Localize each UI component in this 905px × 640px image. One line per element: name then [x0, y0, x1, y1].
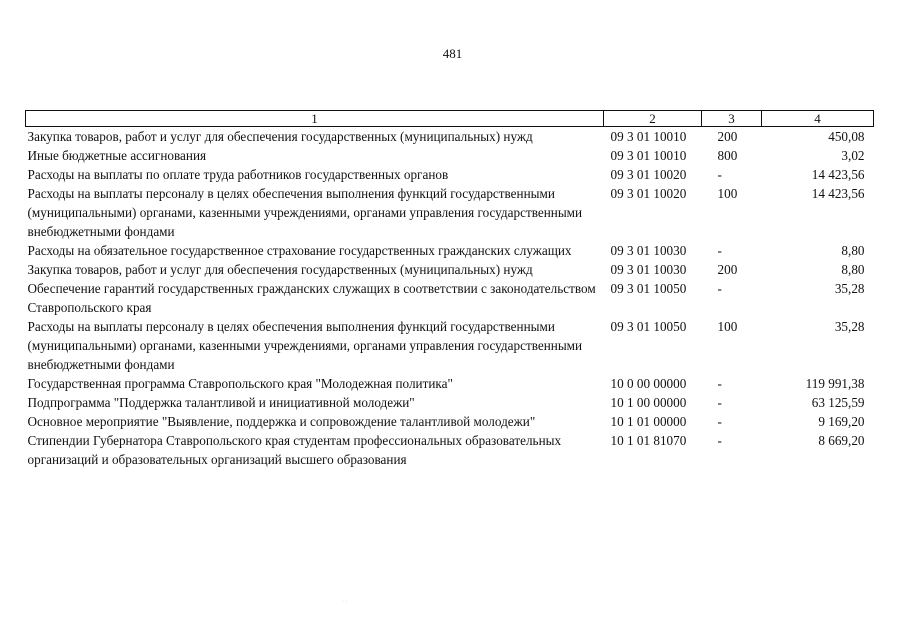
- table-header: [26, 111, 874, 127]
- row-code: 09 3 01 10050: [610, 281, 687, 296]
- row-name: Расходы на выплаты персоналу в целях обеспечения выполнения функций государственными (муниципальными) органами, казенными учреждениями, органами управления государственными внебюджетными фондами: [27, 186, 583, 239]
- row-amount: 35,28: [834, 281, 865, 296]
- budget-table: [25, 110, 874, 469]
- row-type: -: [717, 281, 722, 296]
- row-amount: 3,02: [841, 148, 865, 163]
- row-type: 200: [717, 129, 738, 144]
- page-number: 481: [442, 46, 463, 61]
- table-row: [26, 279, 874, 317]
- row-name: Расходы на выплаты по оплате труда работников государственных органов: [27, 167, 449, 182]
- row-type: -: [717, 433, 722, 448]
- table-row: [26, 146, 874, 165]
- table-row: [26, 241, 874, 260]
- row-code: 09 3 01 10020: [610, 186, 687, 201]
- row-name: Обеспечение гарантий государственных гражданских служащих в соответствии с законодательством Ставропольского края: [27, 281, 596, 315]
- header-row: [26, 111, 874, 127]
- row-type: 100: [717, 319, 738, 334]
- row-amount: 14 423,56: [811, 167, 865, 182]
- row-code: 09 3 01 10050: [610, 319, 687, 334]
- row-amount: 119 991,38: [805, 376, 865, 391]
- row-amount: 35,28: [834, 319, 865, 334]
- row-type: -: [717, 167, 722, 182]
- table-row: [26, 317, 874, 374]
- row-code: 09 3 01 10010: [610, 148, 687, 163]
- header-col-1: 1: [26, 111, 604, 127]
- row-name: Основное мероприятие "Выявление, поддержка и сопровождение талантливой молодежи": [27, 414, 536, 429]
- table-row: [26, 431, 874, 469]
- table-row: [26, 412, 874, 431]
- table-row: [26, 127, 874, 147]
- row-type: -: [717, 243, 722, 258]
- row-type: -: [717, 395, 722, 410]
- row-amount: 14 423,56: [811, 186, 865, 201]
- row-name: Закупка товаров, работ и услуг для обеспечения государственных (муниципальных) нужд: [27, 262, 533, 277]
- row-amount: 9 169,20: [818, 414, 865, 429]
- table-body: [26, 127, 874, 470]
- row-name: Подпрограмма "Поддержка талантливой и инициативной молодежи": [27, 395, 415, 410]
- row-type: 100: [717, 186, 738, 201]
- row-name: Государственная программа Ставропольского края "Молодежная политика": [27, 376, 453, 391]
- row-code: 10 1 00 00000: [610, 395, 687, 410]
- row-name: Расходы на обязательное государственное страхование государственных гражданских служащих: [27, 243, 572, 258]
- row-amount: 450,08: [828, 129, 865, 144]
- scan-artifact: · ·: [342, 599, 348, 605]
- budget-table-container: [25, 110, 873, 469]
- header-col-2: 2: [604, 111, 702, 127]
- row-amount: 8 669,20: [818, 433, 865, 448]
- row-code: 09 3 01 10010: [610, 129, 687, 144]
- row-amount: 8,80: [841, 243, 865, 258]
- row-type: -: [717, 414, 722, 429]
- row-type: 200: [717, 262, 738, 277]
- row-type: -: [717, 376, 722, 391]
- table-row: [26, 374, 874, 393]
- row-amount: 63 125,59: [811, 395, 865, 410]
- header-col-3: 3: [702, 111, 762, 127]
- row-code: 10 0 00 00000: [610, 376, 687, 391]
- row-type: 800: [717, 148, 738, 163]
- table-row: [26, 184, 874, 241]
- row-name: Расходы на выплаты персоналу в целях обеспечения выполнения функций государственными (муниципальными) органами, казенными учреждениями, органами управления государственными внебюджетными фондами: [27, 319, 583, 372]
- row-code: 10 1 01 00000: [610, 414, 687, 429]
- table-row: [26, 393, 874, 412]
- row-name: Стипендии Губернатора Ставропольского края студентам профессиональных образовательных организаций и образовательных организаций высшего образования: [27, 433, 562, 467]
- row-code: 09 3 01 10030: [610, 262, 687, 277]
- row-name: Иные бюджетные ассигнования: [27, 148, 207, 163]
- header-col-4: 4: [762, 111, 874, 127]
- row-amount: 8,80: [841, 262, 865, 277]
- table-row: [26, 165, 874, 184]
- row-code: 10 1 01 81070: [610, 433, 687, 448]
- row-code: 09 3 01 10030: [610, 243, 687, 258]
- row-name: Закупка товаров, работ и услуг для обеспечения государственных (муниципальных) нужд: [27, 129, 533, 144]
- table-row: [26, 260, 874, 279]
- row-code: 09 3 01 10020: [610, 167, 687, 182]
